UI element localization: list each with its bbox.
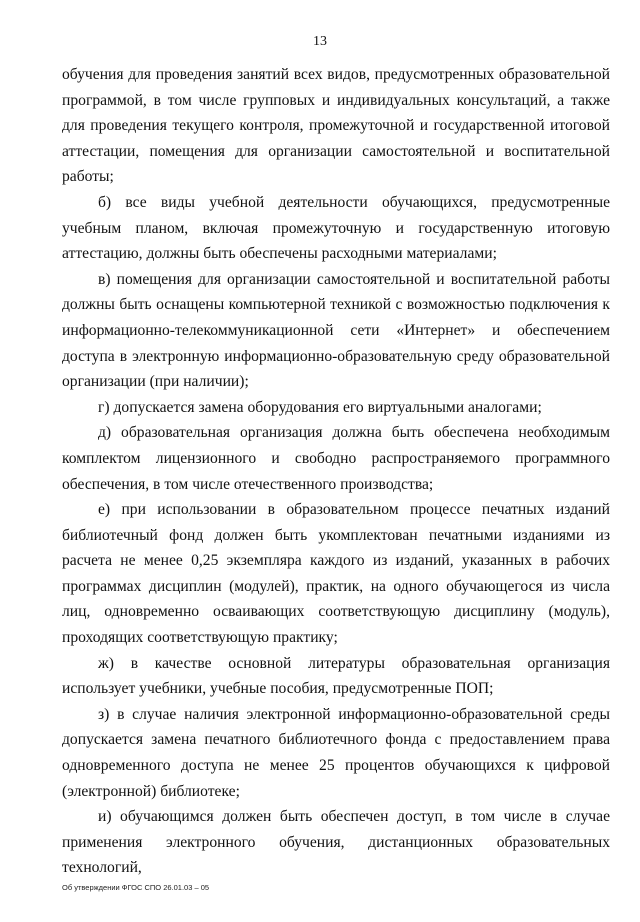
paragraph-continuation: обучения для проведения занятий всех видов, предусмотренных образовательной программой, в том числе групповых и индивидуальных консультаций, а также для проведения текущего контроля, промежуточной и государственной итоговой аттестации, помещения для организации самостоятельной и воспитательной работы;: [62, 66, 610, 186]
document-footer: Об утверждении ФГОС СПО 26.01.03 – 05: [62, 883, 210, 892]
paragraph-zh: ж) в качестве основной литературы образовательная организация использует учебники, учебные пособия, предусмотренные ПОП;: [62, 654, 610, 698]
paragraph-d: д) образовательная организация должна быть обеспечена необходимым комплектом лицензионного и свободно распространяемого программного обеспечения, в том числе отечественного производства;: [62, 424, 610, 493]
paragraph-i: и) обучающимся должен быть обеспечен доступ, в том числе в случае применения электронного обучения, дистанционных образовательных технологий,: [62, 808, 610, 877]
paragraph-z: з) в случае наличия электронной информационно-образовательной среды допускается замена печатного библиотечного фонда с предоставлением права одновременного доступа не менее 25 процентов обучающихся к цифровой (электронной) библиотеке;: [62, 705, 610, 800]
document-body: [62, 62, 610, 881]
paragraph-b: б) все виды учебной деятельности обучающихся, предусмотренные учебным планом, включая промежуточную и государственную итоговую аттестацию, должны быть обеспечены расходными материалами;: [62, 193, 610, 263]
page-number: 13: [313, 34, 327, 49]
paragraph-e: е) при использовании в образовательном процессе печатных изданий библиотечный фонд должен быть укомплектован печатными изданиями из расчета не менее 0,25 экземпляра каждого из изданий, указанных в рабочих программах дисциплин (модулей), практик, на одного обучающегося из числа лиц, одновременно осваивающих соответствующую дисциплину (модуль), проходящих соответствующую практику;: [62, 501, 610, 647]
paragraph-v: в) помещения для организации самостоятельной и воспитательной работы должны быть оснащены компьютерной техникой с возможностью подключения к информационно-телекоммуникационной сети «Интернет» и обеспечением доступа в электронную информационно-образовательную среду образовательной организации (при наличии);: [62, 270, 610, 391]
paragraph-g: г) допускается замена оборудования его виртуальными аналогами;: [98, 398, 542, 416]
